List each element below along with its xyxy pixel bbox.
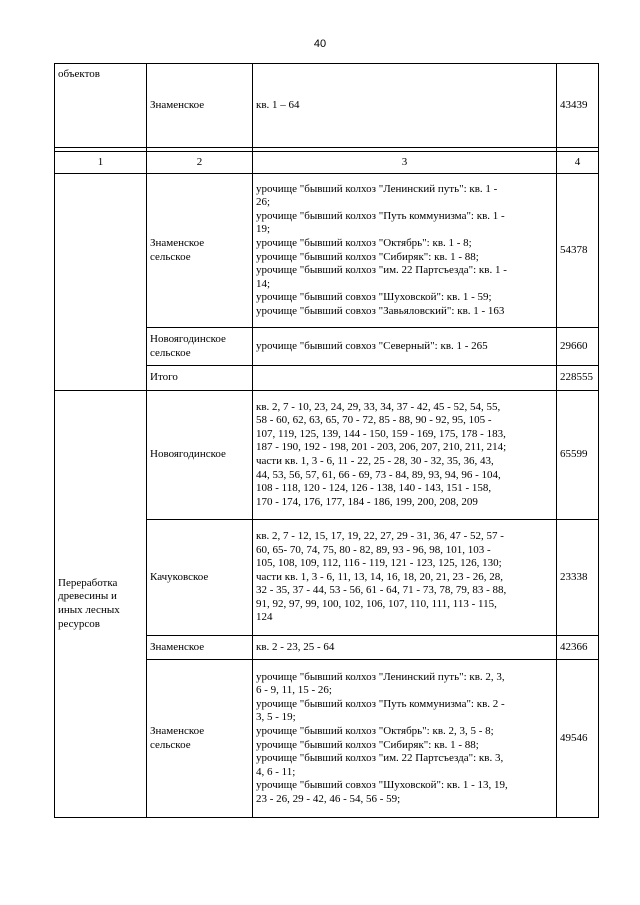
quarters-cell: урочище "бывший совхоз "Северный": кв. 1 - 265	[253, 328, 557, 366]
quarters-cell	[253, 366, 557, 391]
table-row	[55, 64, 599, 148]
forestry-cell: Знаменское	[147, 636, 253, 660]
quarters-cell: кв. 2 - 23, 25 - 64	[253, 636, 557, 660]
activity-cell: Переработка древесины и иных лесных ресурсов	[55, 391, 147, 818]
forestry-cell: Знаменское сельское	[147, 660, 253, 818]
column-number: 3	[253, 152, 557, 174]
column-number: 4	[557, 152, 599, 174]
quarters-cell: урочище "бывший колхоз "Ленинский путь": кв. 2, 3, 6 - 9, 11, 15 - 26; урочище "бывший колхоз "Путь коммунизма": кв. 2 - 3, 5 - 19; урочище "бывший колхоз "Октябрь": кв. 2, 3, 5 - 8; урочище "бывший колхоз "Сибиряк": кв. 1 - 88; урочище "бывший колхоз "им. 22 Партсъезда": кв. 3, 4, 6 - 11; урочище "бывший совхоз "Шуховской": кв. 1 - 13, 19, 23 - 26, 29 - 42, 46 - 54, 56 - 59;	[253, 660, 557, 818]
column-number-row	[55, 152, 599, 174]
area-cell: 29660	[557, 328, 599, 366]
area-cell: 65599	[557, 391, 599, 520]
activity-cell	[55, 174, 147, 391]
area-cell: 23338	[557, 520, 599, 636]
activity-cell: объектов	[55, 64, 147, 148]
quarters-cell: урочище "бывший колхоз "Ленинский путь": кв. 1 - 26; урочище "бывший колхоз "Путь коммунизма": кв. 1 - 19; урочище "бывший колхоз "Октябрь": кв. 1 - 8; урочище "бывший колхоз "Сибиряк": кв. 1 - 88; урочище "бывший колхоз "им. 22 Партсъезда": кв. 1 - 14; урочище "бывший совхоз "Шуховской": кв. 1 - 59; урочище "бывший совхоз "Завьяловский": кв. 1 - 163	[253, 174, 557, 328]
forestry-cell: Новоягодинское	[147, 391, 253, 520]
table-row	[55, 174, 599, 328]
forestry-cell: Знаменское	[147, 64, 253, 148]
forestry-cell: Качуковское	[147, 520, 253, 636]
column-number: 2	[147, 152, 253, 174]
forest-areas-table	[54, 63, 599, 818]
area-cell: 54378	[557, 174, 599, 328]
column-number: 1	[55, 152, 147, 174]
quarters-cell: кв. 2, 7 - 10, 23, 24, 29, 33, 34, 37 - 42, 45 - 52, 54, 55, 58 - 60, 62, 63, 65, 70 - 72, 85 - 88, 90 - 92, 95, 105 - 107, 119, 125, 139, 144 - 150, 159 - 169, 175, 178 - 183, 187 - 190, 192 - 198, 201 - 203, 206, 207, 210, 211, 214; части кв. 1, 3 - 6, 11 - 22, 25 - 28, 30 - 32, 35, 36, 43, 44, 53, 56, 57, 61, 66 - 69, 73 - 84, 89, 93, 94, 96 - 104, 108 - 118, 120 - 124, 126 - 138, 140 - 143, 151 - 158, 170 - 174, 176, 177, 184 - 186, 199, 200, 208, 209	[253, 391, 557, 520]
total-label: Итого	[147, 366, 253, 391]
total-value: 228555	[557, 366, 599, 391]
table-row	[55, 391, 599, 520]
area-cell: 43439	[557, 64, 599, 148]
forestry-cell: Новоягодинское сельское	[147, 328, 253, 366]
page-number: 40	[313, 38, 327, 50]
area-cell: 49546	[557, 660, 599, 818]
quarters-cell: кв. 1 – 64	[253, 64, 557, 148]
quarters-cell: кв. 2, 7 - 12, 15, 17, 19, 22, 27, 29 - 31, 36, 47 - 52, 57 - 60, 65- 70, 74, 75, 80 - 82, 89, 93 - 96, 98, 101, 103 - 105, 108, 109, 112, 116 - 119, 121 - 123, 125, 126, 130; части кв. 1, 3 - 6, 11, 13, 14, 16, 18, 20, 21, 23 - 26, 28, 32 - 35, 37 - 44, 53 - 56, 61 - 64, 71 - 73, 78, 79, 83 - 88, 91, 92, 97, 99, 100, 102, 106, 107, 110, 111, 113 - 115, 124	[253, 520, 557, 636]
forestry-cell: Знаменское сельское	[147, 174, 253, 328]
area-cell: 42366	[557, 636, 599, 660]
